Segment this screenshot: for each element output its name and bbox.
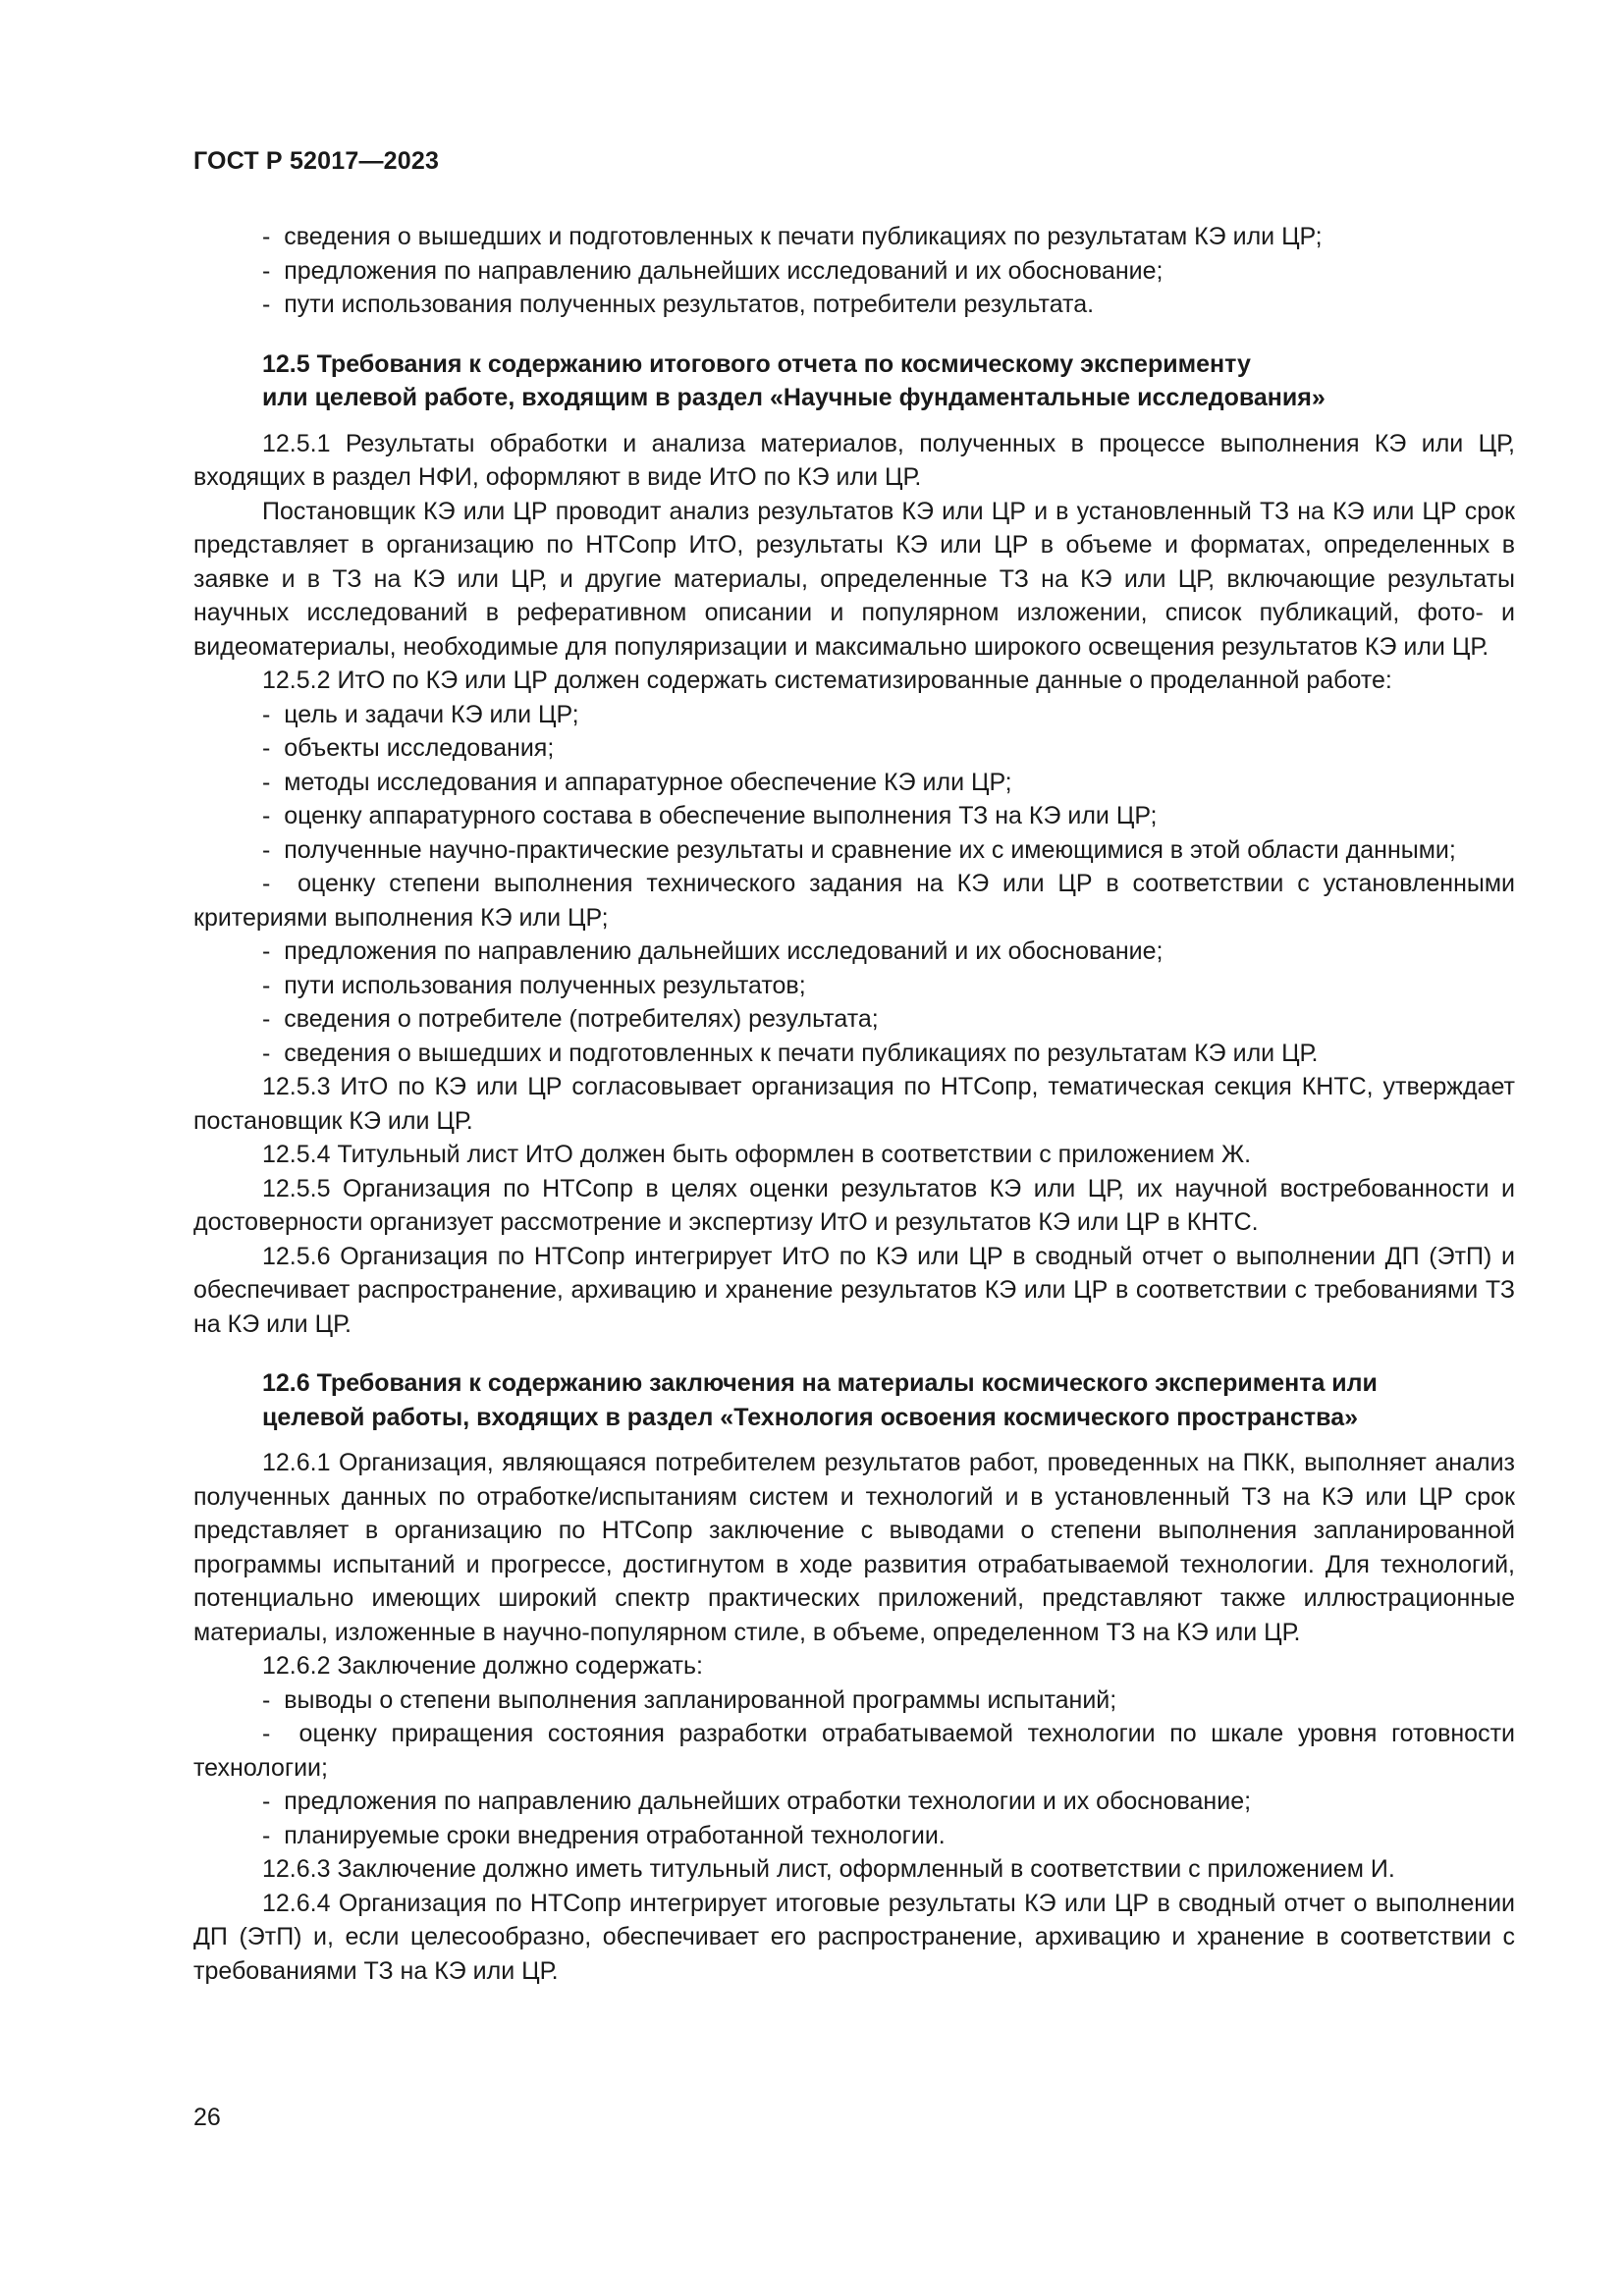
list-item: - сведения о вышедших и подготовленных к печати публикациях по результатам КЭ или ЦР. — [193, 1037, 1515, 1071]
paragraph: 12.5.5 Организация по НТСопр в целях оценки результатов КЭ или ЦР, их научной востребованности и достоверности организует рассмотрение и экспертизу ИтО и результатов КЭ или ЦР в КНТС. — [193, 1174, 1515, 1236]
list-item: - планируемые сроки внедрения отработанной технологии. — [193, 1819, 1515, 1853]
list-item: - пути использования полученных результатов; — [193, 969, 1515, 1003]
section-heading-line: или целевой работе, входящим в раздел «Научные фундаментальные исследования» — [262, 384, 1326, 411]
list-item: - оценку приращения состояния разработки отрабатываемой технологии по шкале уровня готовности технологии; — [193, 1717, 1515, 1785]
section-heading — [193, 347, 1515, 415]
list-item: - выводы о степени выполнения запланированной программы испытаний; — [193, 1683, 1515, 1718]
list-item: - предложения по направлению дальнейших отработки технологии и их обоснование; — [193, 1785, 1515, 1819]
section-heading — [193, 1366, 1515, 1434]
paragraph: 12.6.4 Организация по НТСопр интегрирует итоговые результаты КЭ или ЦР в сводный отчет о выполнении ДП (ЭтП) и, если целесообразно, обеспечивает его распространение, архивацию и хранение в соответствии с требованиями ТЗ на КЭ или ЦР. — [193, 1889, 1515, 1985]
section-heading-line: 12.5 Требования к содержанию итогового отчета по космическому эксперименту — [262, 349, 1251, 378]
paragraph: Постановщик КЭ или ЦР проводит анализ результатов КЭ или ЦР и в установленный ТЗ на КЭ или ЦР срок представляет в организацию по НТСопр ИтО, результаты КЭ или ЦР в объеме и форматах, определенных в заявке и в ТЗ на КЭ или ЦР, и другие материалы, определенные ТЗ на КЭ или ЦР, включающие результаты научных исследований в реферативном описании и популярном изложении, список публикаций, фото- и видеоматериалы, необходимые для популяризации и максимально широкого освещения результатов КЭ или ЦР. — [193, 497, 1515, 661]
list-item: - объекты исследования; — [193, 731, 1515, 766]
paragraph: 12.5.1 Результаты обработки и анализа материалов, полученных в процессе выполнения КЭ или ЦР, входящих в раздел НФИ, оформляют в виде ИтО по КЭ или ЦР. — [193, 429, 1515, 491]
list-item: - пути использования полученных результатов, потребители результата. — [193, 288, 1515, 322]
paragraph: 12.6.3 Заключение должно иметь титульный лист, оформленный в соответствии с приложением И. — [262, 1855, 1395, 1883]
section-heading-line: целевой работы, входящих в раздел «Технология освоения космического пространства» — [262, 1403, 1359, 1431]
list-item: - оценку аппаратурного состава в обеспечение выполнения ТЗ на КЭ или ЦР; — [193, 799, 1515, 833]
paragraph: 12.5.3 ИтО по КЭ или ЦР согласовывает организация по НТСопр, тематическая секция КНТС, утверждает постановщик КЭ или ЦР. — [193, 1073, 1515, 1135]
section-heading-line: 12.6 Требования к содержанию заключения на материалы космического эксперимента или — [262, 1369, 1378, 1397]
list-item: - цель и задачи КЭ или ЦР; — [193, 698, 1515, 732]
paragraph: 12.5.6 Организация по НТСопр интегрирует ИтО по КЭ или ЦР в сводный отчет о выполнении ДП (ЭтП) и обеспечивает распространение, архивацию и хранение результатов КЭ или ЦР в соответствии с требованиями ТЗ на КЭ или ЦР. — [193, 1242, 1515, 1338]
paragraph: 12.6.2 Заключение должно содержать: — [262, 1652, 703, 1680]
list-item: - методы исследования и аппаратурное обеспечение КЭ или ЦР; — [193, 766, 1515, 800]
paragraph: 12.5.4 Титульный лист ИтО должен быть оформлен в соответствии с приложением Ж. — [262, 1141, 1252, 1168]
list-item: - предложения по направлению дальнейших исследований и их обоснование; — [193, 254, 1515, 289]
document-body — [193, 220, 1515, 1988]
list-item: - полученные научно-практические результаты и сравнение их с имеющимися в этой области данными; — [193, 833, 1515, 868]
list-item: - предложения по направлению дальнейших исследований и их обоснование; — [193, 934, 1515, 969]
document-header: ГОСТ Р 52017—2023 — [193, 147, 440, 175]
list-item: - сведения о потребителе (потребителях) результата; — [193, 1002, 1515, 1037]
paragraph: 12.6.1 Организация, являющаяся потребителем результатов работ, проведенных на ПКК, выполняет анализ полученных данных по отработке/испытаниям систем и технологий и в установленный ТЗ на КЭ или ЦР срок представляет в организацию по НТСопр заключение с выводами о степени выполнения запланированной программы испытаний и прогрессе, достигнутом в ходе развития отрабатываемой технологии. Для технологий, потенциально имеющих широкий спектр практических приложений, представляют также иллюстрационные материалы, изложенные в научно-популярном стиле, в объеме, определенном ТЗ на КЭ или ЦР. — [193, 1449, 1515, 1646]
list-item: - сведения о вышедших и подготовленных к печати публикациях по результатам КЭ или ЦР; — [193, 220, 1515, 254]
list-item: - оценку степени выполнения технического задания на КЭ или ЦР в соответствии с установленными критериями выполнения КЭ или ЦР; — [193, 867, 1515, 934]
paragraph: 12.5.2 ИтО по КЭ или ЦР должен содержать систематизированные данные о проделанной работе: — [262, 667, 1392, 694]
page-number: 26 — [193, 2104, 221, 2131]
